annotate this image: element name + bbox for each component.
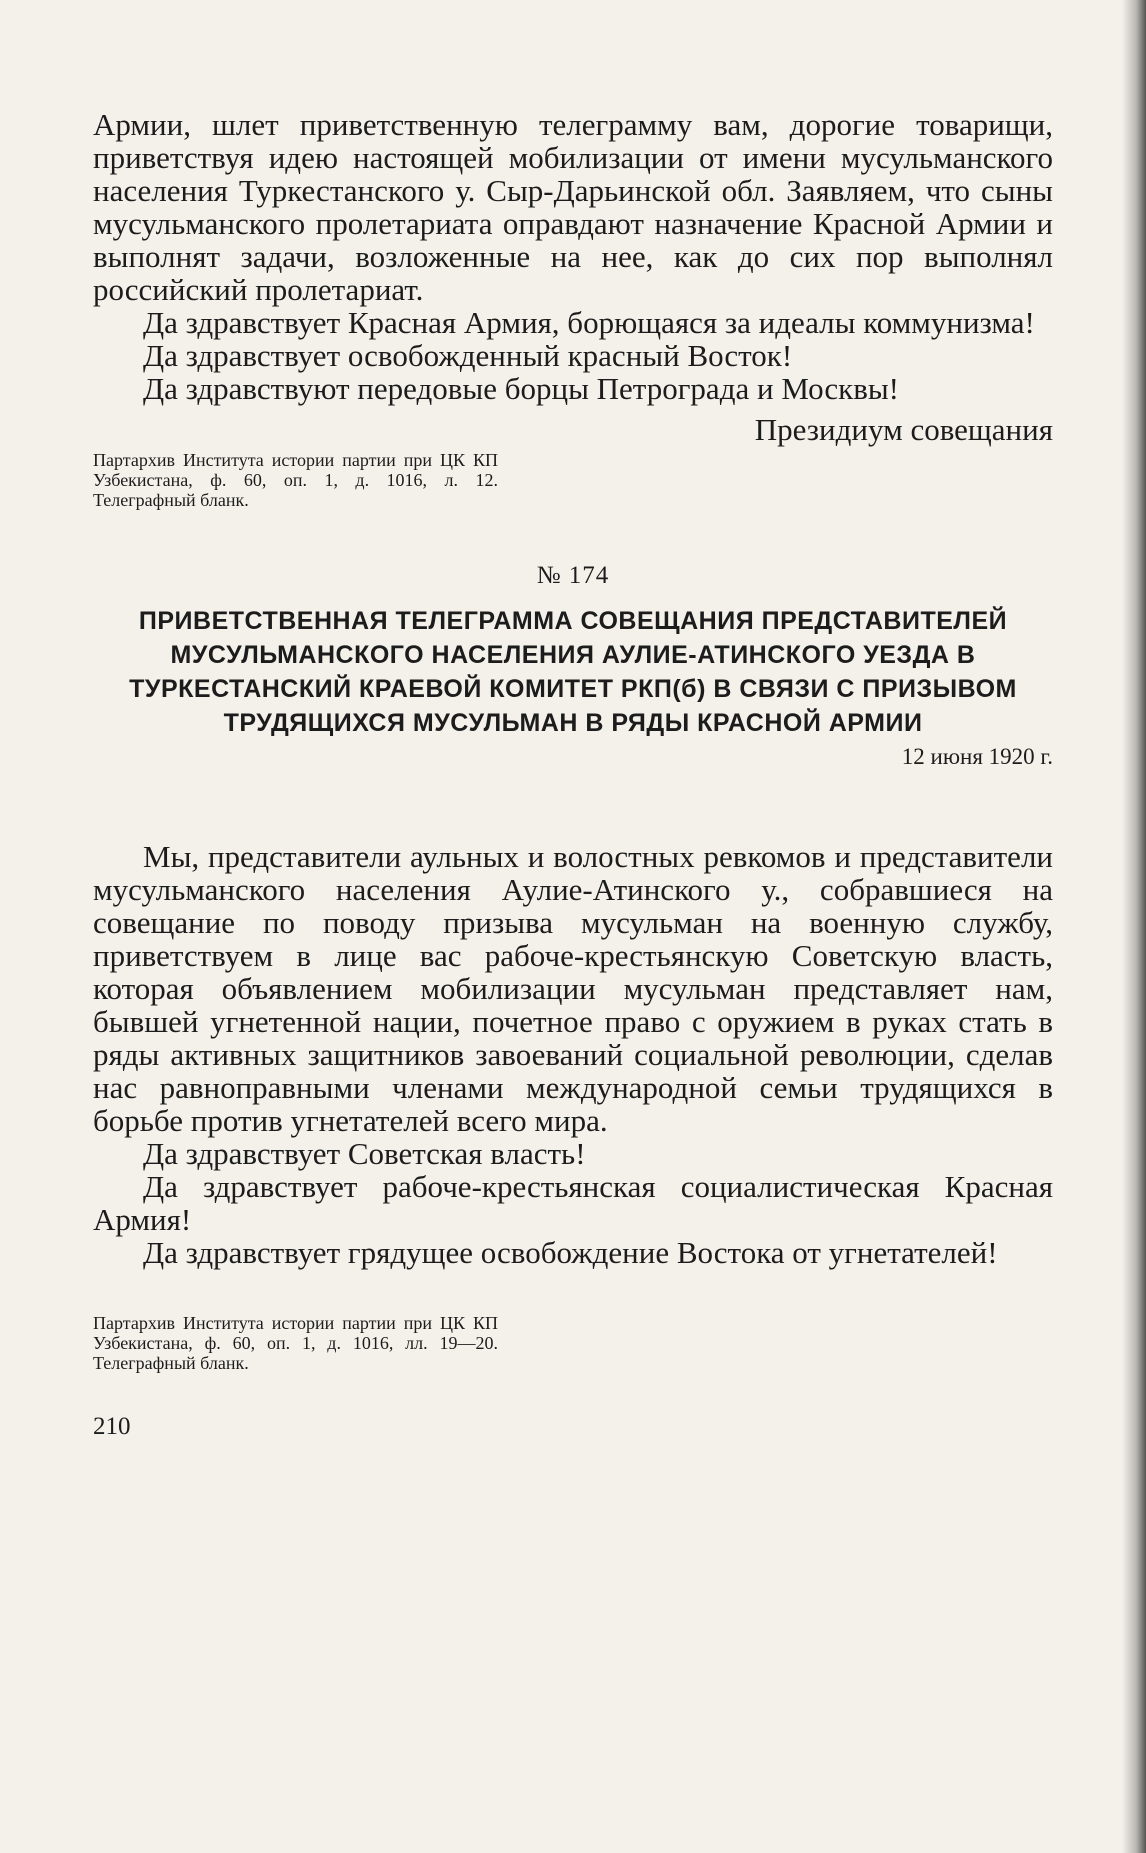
archive-source-note: Партархив Института истории партии при ЦК КП Узбекистана, ф. 60, оп. 1, д. 1016, л. 12. Телеграфный бланк.	[93, 450, 498, 510]
document-number: № 174	[536, 562, 610, 589]
document-date: 12 июня 1920 г.	[901, 744, 1053, 769]
document-title: ПРИВЕТСТВЕННАЯ ТЕЛЕГРАММА СОВЕЩАНИЯ ПРЕДСТАВИТЕЛЕЙ МУСУЛЬМАНСКОГО НАСЕЛЕНИЯ АУЛИЕ-АТИНСКОГО УЕЗДА В ТУРКЕСТАНСКИЙ КРАЕВОЙ КОМИТЕТ РКП(б) В СВЯЗИ С ПРИЗЫВОМ ТРУДЯЩИХСЯ МУСУЛЬМАН В РЯДЫ КРАСНОЙ АРМИИ	[129, 607, 1017, 737]
archive-source-note: Партархив Института истории партии при ЦК КП Узбекистана, ф. 60, оп. 1, д. 1016, лл. 19—20. Телеграфный бланк.	[93, 1313, 498, 1373]
slogan-paragraph: Да здравствует грядущее освобождение Востока от угнетателей!	[143, 1235, 998, 1270]
slogan-paragraph: Да здравствует рабоче-крестьянская социалистическая Красная Армия!	[93, 1169, 1053, 1237]
signature: Президиум совещания	[754, 412, 1053, 447]
page-edge-shadow	[1122, 0, 1146, 1853]
document-body	[93, 840, 1053, 1269]
slogan-paragraph: Да здравствует освобожденный красный Восток!	[143, 338, 793, 373]
slogan-paragraph: Да здравствуют передовые борцы Петрограда и Москвы!	[143, 371, 899, 406]
page-column	[93, 108, 1053, 1441]
slogan-paragraph: Да здравствует Красная Армия, борющаяся за идеалы коммунизма!	[143, 305, 1035, 340]
continued-paragraph: Армии, шлет приветственную телеграмму вам, дорогие товарищи, приветствуя идею настоящей мобилизации от имени мусульманского населения Туркестанского у. Сыр-Дарьинской обл. Заявляем, что сыны мусульманского пролетариата оправдают назначение Красной Армии и выполнят задачи, возложенные на нее, как до сих пор выполнял российский пролетариат.	[93, 107, 1053, 307]
body-paragraph: Мы, представители аульных и волостных ревкомов и представители мусульманского населения Аулие-Атинского у., собравшиеся на совещание по поводу призыва мусульман на военную службу, приветствуем в лице вас рабоче-крестьянскую Советскую власть, которая объявлением мобилизации мусульман представляет нам, бывшей угнетенной нации, почетное право с оружием в руках стать в ряды активных защитников завоеваний социальной революции, сделав нас равноправными членами международной семьи трудящихся в борьбе против угнетателей всего мира.	[93, 839, 1053, 1138]
slogan-paragraph: Да здравствует Советская власть!	[143, 1136, 586, 1171]
page-number: 210	[93, 1413, 131, 1440]
